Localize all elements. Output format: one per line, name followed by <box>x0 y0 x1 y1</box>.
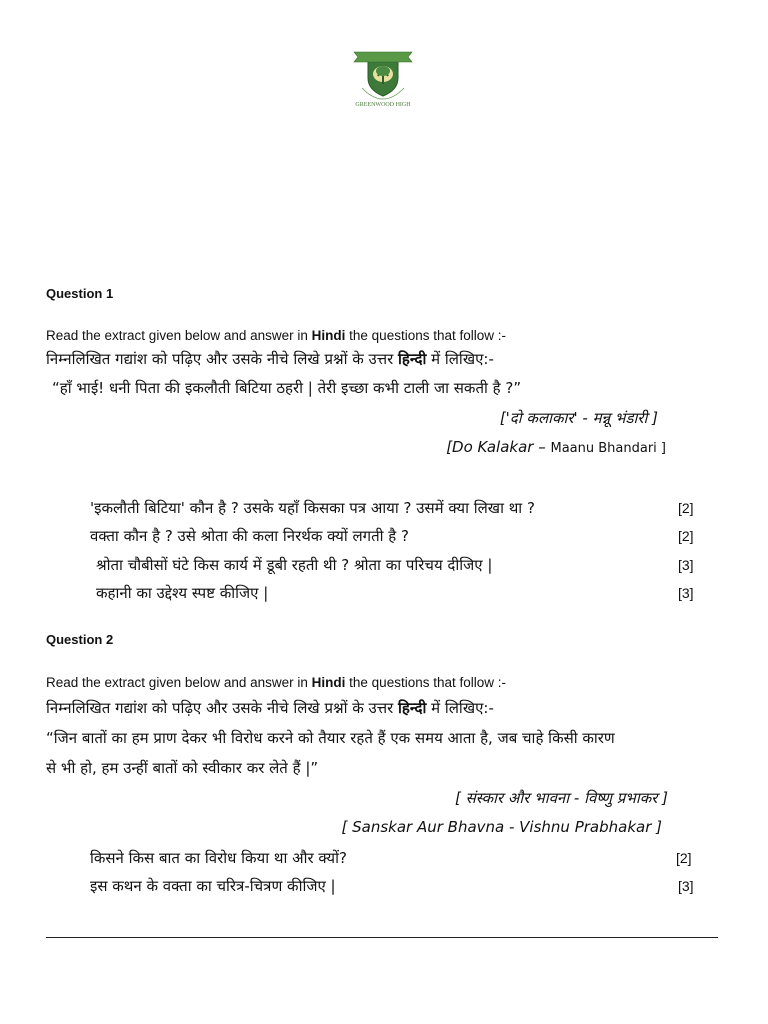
question-1c-text: श्रोता चौबीसों घंटे किस कार्य में डूबी रहती थी ? श्रोता का परिचय दीजिए | <box>96 556 493 574</box>
logo-ring-text: GREENWOOD HIGH <box>355 102 411 108</box>
question-2a-text: किसने किस बात का विरोध किया था और क्यों? <box>90 849 347 867</box>
question-1b-marks: [2] <box>678 528 694 544</box>
question-2b-text: इस कथन के वक्ता का चरित्र-चित्रण कीजिए | <box>90 877 336 895</box>
question-1-source-english: [Do Kalakar – Maanu Bhandari ] <box>446 438 666 456</box>
crest-shield-icon <box>368 60 398 96</box>
question-2-instruction: Read the extract given below and answer in Hindi the questions that follow :- <box>46 675 506 690</box>
question-2-source-hindi: [ संस्कार और भावना - विष्णु प्रभाकर ] <box>455 789 668 807</box>
question-2-hindi-instruction: निम्नलिखित गद्यांश को पढ़िए और उसके नीचे लिखे प्रश्नों के उत्तर हिन्दी में लिखिए:- <box>46 699 494 717</box>
question-2-title: Question 2 <box>46 632 114 647</box>
school-logo <box>348 44 418 110</box>
banner-ribbon <box>354 52 412 62</box>
question-2-extract-line-2: से भी हो, हम उन्हीं बातों को स्वीकार कर लेते हैं |” <box>46 759 319 777</box>
question-1-hindi-instruction: निम्नलिखित गद्यांश को पढ़िए और उसके नीचे लिखे प्रश्नों के उत्तर हिन्दी में लिखिए:- <box>46 350 494 368</box>
question-1d-text: कहानी का उद्देश्य स्पष्ट कीजिए | <box>96 584 269 602</box>
question-2-source-english: [ Sanskar Aur Bhavna - Vishnu Prabhakar ] <box>341 818 662 836</box>
bottom-divider <box>46 937 718 938</box>
question-1b-text: वक्ता कौन है ? उसे श्रोता की कला निरर्थक क्यों लगती है ? <box>90 527 410 545</box>
question-2-extract-line-1: “जिन बातों का हम प्राण देकर भी विरोध करने को तैयार रहते हैं एक समय आता है, जब चाहे किसी कारण <box>46 729 615 747</box>
question-1a-marks: [2] <box>678 500 694 516</box>
question-1d-marks: [3] <box>678 585 694 601</box>
question-1-title: Question 1 <box>46 286 114 301</box>
question-1-extract: “हाँ भाई! धनी पिता की इकलौती बिटिया ठहरी | तेरी इच्छा कभी टाली जा सकती है ?” <box>52 379 522 397</box>
question-2b-marks: [3] <box>678 878 694 894</box>
question-1a-text: 'इकलौती बिटिया' कौन है ? उसके यहाँ किसका पत्र आया ? उसमें क्या लिखा था ? <box>90 499 535 517</box>
question-2a-marks: [2] <box>676 850 692 866</box>
question-1-source-hindi: ['दो कलाकार' - मन्नू भंडारी ] <box>499 409 658 427</box>
question-1c-marks: [3] <box>678 557 694 573</box>
question-1-instruction: Read the extract given below and answer in Hindi the questions that follow :- <box>46 328 506 343</box>
